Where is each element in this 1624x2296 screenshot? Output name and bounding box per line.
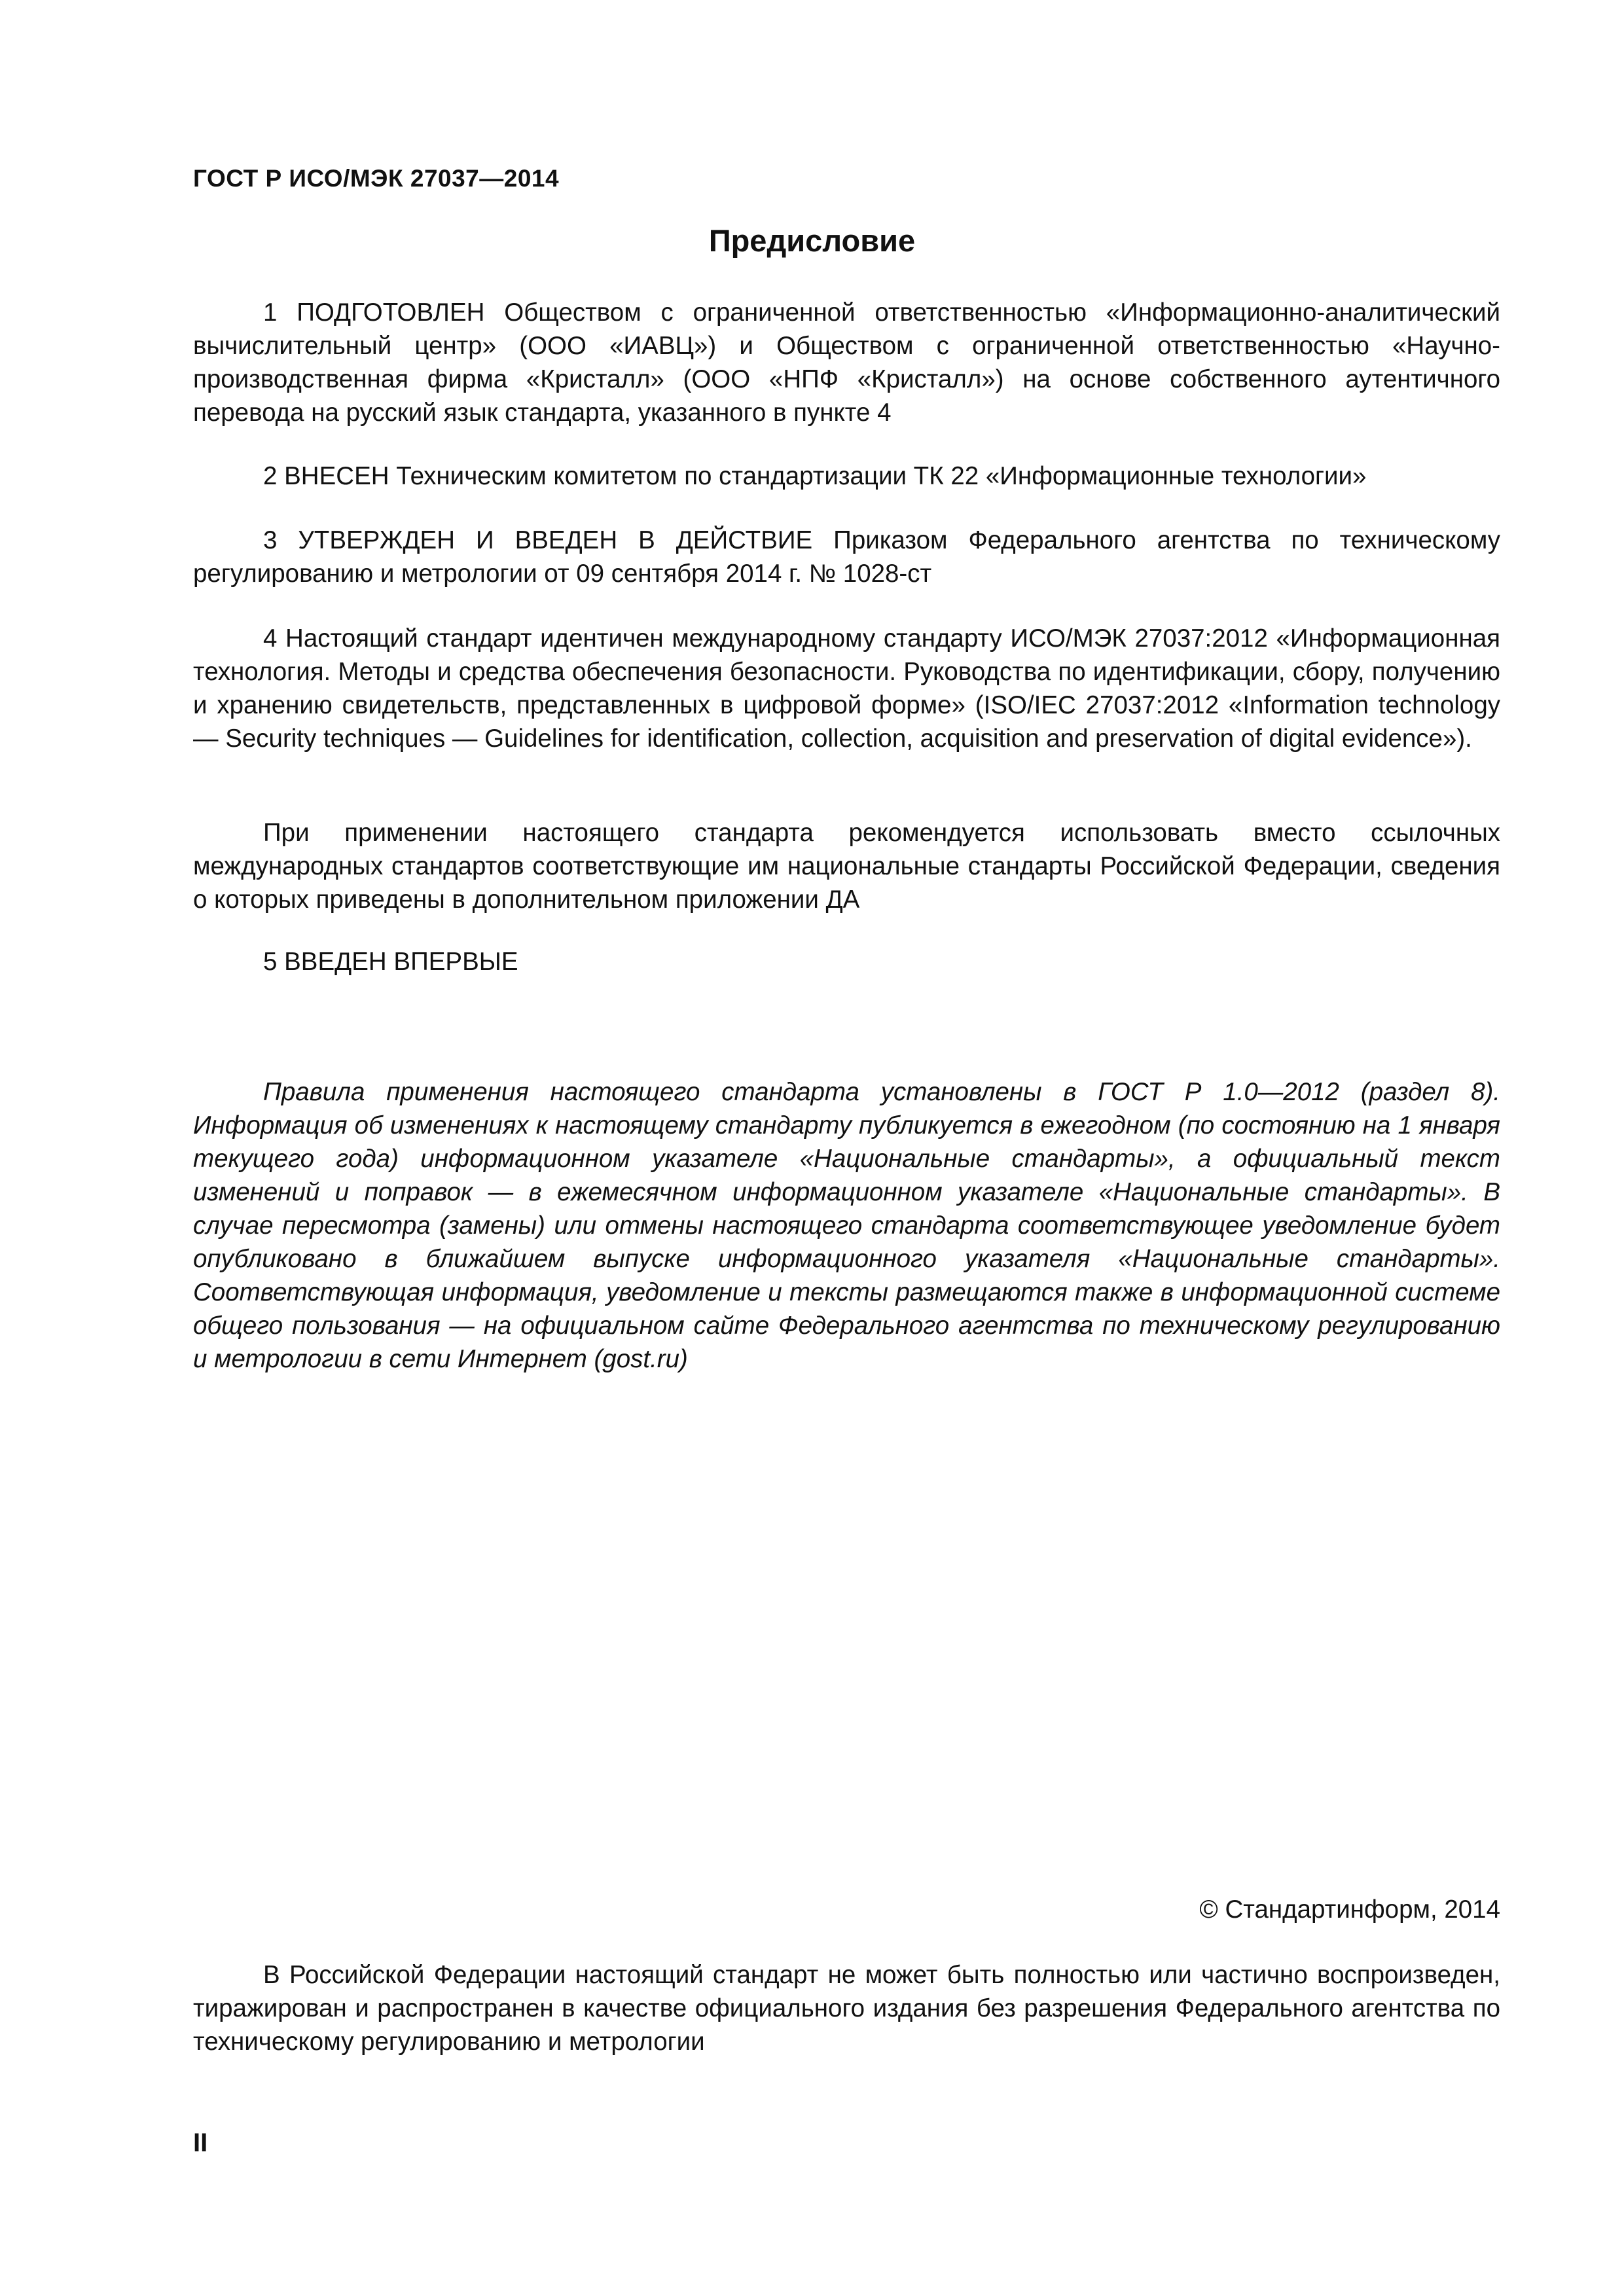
paragraph-introduced-first: 5 ВВЕДЕН ВПЕРВЫЕ <box>263 948 518 976</box>
paragraph-approved: 3 УТВЕРЖДЕН И ВВЕДЕН В ДЕЙСТВИЕ Приказом Федерального агентства по техническому регулированию и метрологии от 09 сентября 2014 г. № 1028-ст <box>193 526 1500 588</box>
paragraph-identical-standard: 4 Настоящий стандарт идентичен международному стандарту ИСО/МЭК 27037:2012 «Информационная технология. Методы и средства обеспечения безопасности. Руководства по идентификации, сбору, получению и хранению свидетельств, представленных в цифровой форме» (ISO/IEC 27037:2012 «Information technology — Security techniques — Guidelines for identification, collection, acquisition and preservation of digital evidence»). <box>193 624 1500 753</box>
reproduction-rights-notice: В Российской Федерации настоящий стандарт не может быть полностью или частично воспроизведен, тиражирован и распространен в качестве официального издания без разрешения Федерального агентства по техническому регулированию и метрологии <box>193 1961 1500 2056</box>
paragraph-introduced-by: 2 ВНЕСЕН Техническим комитетом по стандартизации ТК 22 «Информационные технологии» <box>263 462 1367 490</box>
section-title: Предисловие <box>708 223 916 258</box>
document-code-header: ГОСТ Р ИСО/МЭК 27037—2014 <box>193 165 560 192</box>
paragraph-application-note: При применении настоящего стандарта рекомендуется использовать вместо ссылочных международных стандартов соответствующие им национальные стандарты Российской Федерации, сведения о которых приведены в дополнительном приложении ДА <box>193 819 1500 914</box>
paragraph-prepared-by: 1 ПОДГОТОВЛЕН Обществом с ограниченной ответственностью «Информационно-аналитический вычислительный центр» (ООО «ИАВЦ») и Обществом с ограниченной ответственностью «Научно-производственная фирма «Кристалл» (ООО «НПФ «Кристалл») на основе собственного аутентичного перевода на русский язык стандарта, указанного в пункте 4 <box>193 298 1500 427</box>
page-number: II <box>193 2128 208 2157</box>
application-rules-notice: Правила применения настоящего стандарта установлены в ГОСТ Р 1.0—2012 (раздел 8). Информация об изменениях к настоящему стандарту публикуется в ежегодном (по состоянию на 1 января текущего года) информационном указателе «Национальные стандарты», а официальный текст изменений и поправок — в ежемесячном информационном указателе «Национальные стандарты». В случае пересмотра (замены) или отмены настоящего стандарта соответствующее уведомление будет опубликовано в ближайшем выпуске информационного указателя «Национальные стандарты». Соответствующая информация, уведомление и тексты размещаются также в информационной системе общего пользования — на официальном сайте Федерального агентства по техническому регулированию и метрологии в сети Интернет (gost.ru) <box>193 1078 1500 1373</box>
copyright-line: © Стандартинформ, 2014 <box>1199 1895 1500 1924</box>
